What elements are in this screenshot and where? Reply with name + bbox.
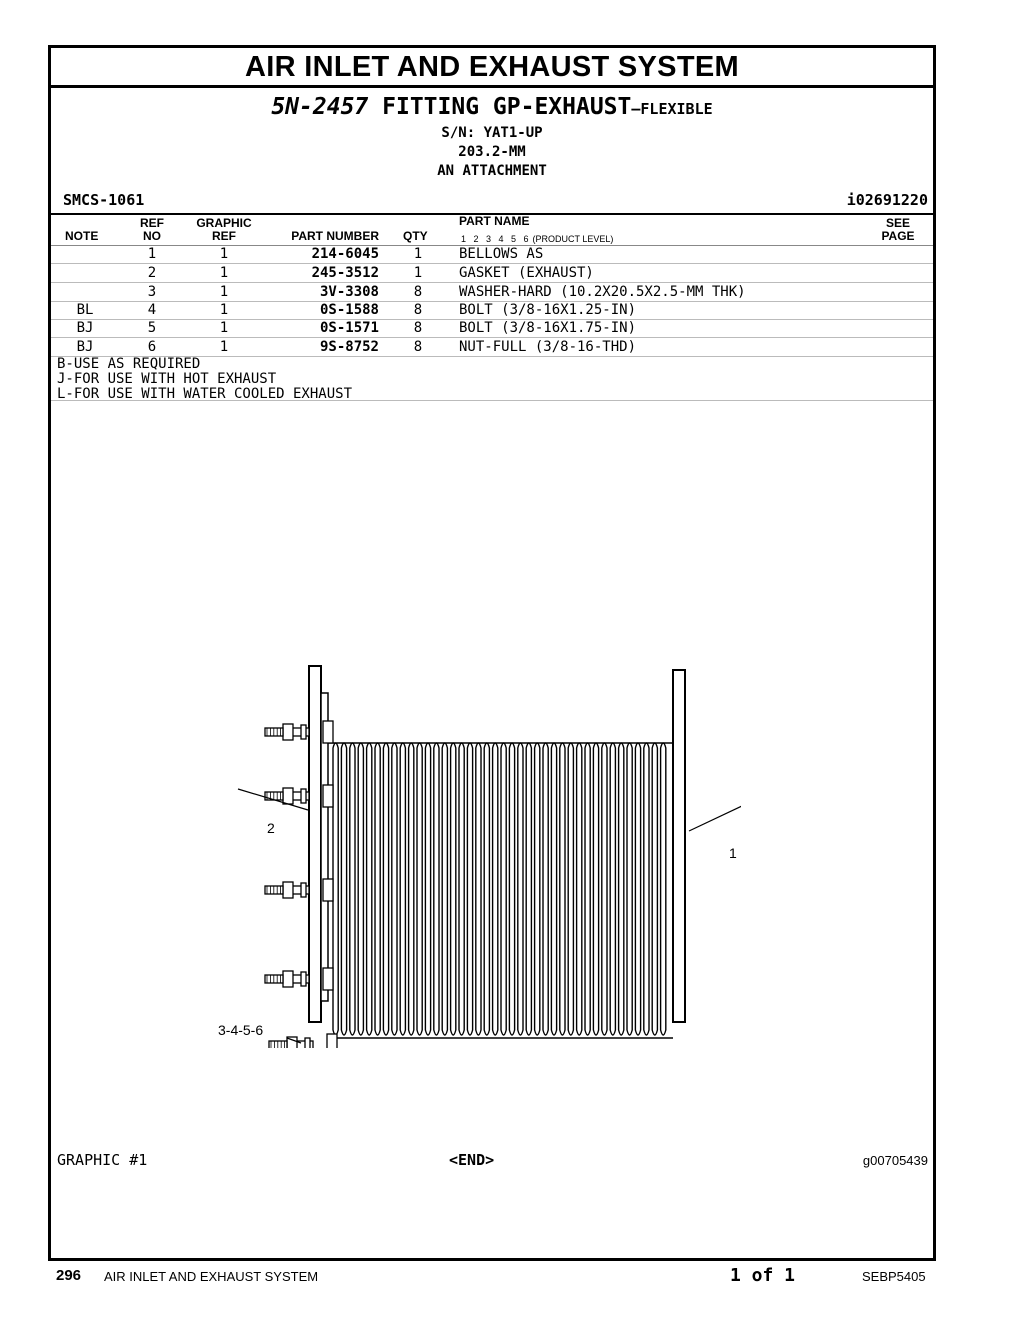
bellows-convolution: [593, 743, 598, 1035]
bellows-convolution: [442, 743, 447, 1035]
col-gref-top: GRAPHIC: [196, 216, 252, 230]
washer: [301, 883, 306, 897]
row-part-name: NUT-FULL (3/8-16-THD): [459, 339, 637, 355]
page-count: 1 of 1: [730, 1265, 796, 1286]
level-numbers: 1 2 3 4 5 6: [461, 234, 529, 244]
row-graphic-ref: 1: [219, 265, 229, 281]
col-qty: QTY: [403, 229, 428, 243]
bolt: [269, 1034, 337, 1048]
row-note: BL: [76, 302, 94, 318]
row-part-name: GASKET (EXHAUST): [459, 265, 594, 281]
leader-line-1: [689, 805, 741, 831]
bellows-convolution: [535, 743, 540, 1035]
row-part-number: 0S-1588: [319, 302, 379, 318]
washer: [301, 789, 306, 803]
bellows-convolution: [610, 743, 615, 1035]
callout-2: 2: [267, 820, 275, 836]
bellows-convolution: [434, 743, 439, 1035]
row-graphic-ref: 1: [219, 284, 229, 300]
group-description: FITTING GP-EXHAUST: [382, 94, 632, 120]
bellows-convolution: [358, 743, 363, 1035]
nut: [283, 788, 293, 804]
bellows-convolution: [551, 743, 556, 1035]
row-qty: 1: [413, 265, 423, 281]
group-title: [51, 94, 933, 120]
col-ref-bottom: NO: [143, 229, 161, 243]
row-note: BJ: [76, 320, 94, 336]
bellows-convolution: [451, 743, 456, 1035]
footnote: B-USE AS REQUIRED: [57, 356, 201, 372]
smcs-code: SMCS-1061: [63, 191, 145, 209]
end-marker: <END>: [449, 1151, 495, 1169]
group-suffix: —FLEXIBLE: [631, 100, 713, 118]
washer: [301, 972, 306, 986]
inlet-flange: [309, 666, 321, 1022]
row-note: BJ: [76, 339, 94, 355]
col-gref-bottom: REF: [212, 229, 236, 243]
bellows-convolution: [635, 743, 640, 1035]
bellows-convolution: [383, 743, 388, 1035]
bellows-convolution: [644, 743, 649, 1035]
page-frame: [48, 45, 936, 1261]
bellows-convolution: [425, 743, 430, 1035]
footnote: L-FOR USE WITH WATER COOLED EXHAUST: [57, 386, 353, 402]
row-qty: 8: [413, 302, 423, 318]
bellows-convolution: [652, 743, 657, 1035]
bellows-illustration: [181, 648, 741, 1048]
bellows-convolution: [560, 743, 565, 1035]
row-qty: 8: [413, 320, 423, 336]
bellows-convolution: [585, 743, 590, 1035]
row-part-number: 0S-1571: [319, 320, 379, 336]
bellows-convolution: [400, 743, 405, 1035]
washer: [301, 725, 306, 739]
bellows-convolution: [627, 743, 632, 1035]
bellows-convolution: [501, 743, 506, 1035]
bellows-convolution: [518, 743, 523, 1035]
bolt-head: [327, 1034, 337, 1048]
bellows-convolution: [509, 743, 514, 1035]
outlet-flange: [673, 670, 685, 1022]
bellows-convolution: [577, 743, 582, 1035]
section-title: AIR INLET AND EXHAUST SYSTEM: [245, 51, 739, 83]
nut: [283, 882, 293, 898]
row-graphic-ref: 1: [219, 246, 229, 262]
col-part-name: PART NAME: [459, 214, 530, 228]
bolt: [265, 721, 333, 743]
bellows-convolution: [543, 743, 548, 1035]
nut: [283, 971, 293, 987]
bellows-convolution: [484, 743, 489, 1035]
row-ref: 2: [147, 265, 157, 281]
page-number: 296: [56, 1267, 82, 1284]
row-ref: 5: [147, 320, 157, 336]
row-part-name: BELLOWS AS: [459, 246, 544, 262]
callout-1: 1: [729, 845, 737, 861]
row-ref: 6: [147, 339, 157, 355]
bellows-convolution: [526, 743, 531, 1035]
serial-number: S/N: YAT1-UP: [441, 125, 543, 141]
row-part-name: BOLT (3/8-16X1.25-IN): [459, 302, 637, 318]
table-row: [51, 338, 933, 357]
col-part-number: PART NUMBER: [291, 229, 379, 243]
col-ref: [137, 217, 167, 243]
row-graphic-ref: 1: [219, 320, 229, 336]
bellows-convolution: [350, 743, 355, 1035]
col-see-page: [877, 217, 919, 243]
bellows-convolution: [392, 743, 397, 1035]
size-spec: 203.2-MM: [458, 144, 526, 160]
bellows-convolution: [467, 743, 472, 1035]
bellows-convolution: [409, 743, 414, 1035]
row-part-name: WASHER-HARD (10.2X20.5X2.5-MM THK): [459, 284, 746, 300]
row-qty: 1: [413, 246, 423, 262]
row-part-number: 3V-3308: [319, 284, 379, 300]
table-row: [51, 319, 933, 338]
row-ref: 4: [147, 302, 157, 318]
row-part-number: 9S-8752: [319, 339, 379, 355]
col-note: NOTE: [65, 229, 99, 243]
bellows-convolution: [333, 743, 338, 1035]
bolt: [265, 879, 333, 901]
row-graphic-ref: 1: [219, 339, 229, 355]
bellows-convolution: [661, 743, 666, 1035]
document-id: i02691220: [846, 191, 928, 209]
bellows-convolution: [602, 743, 607, 1035]
bellows-convolution: [375, 743, 380, 1035]
nut: [283, 724, 293, 740]
bellows-convolution: [417, 743, 422, 1035]
publication-id: SEBP5405: [862, 1269, 926, 1284]
notes-divider: [51, 400, 933, 401]
row-graphic-ref: 1: [219, 302, 229, 318]
bellows-body: [328, 743, 673, 1038]
row-part-number: 245-3512: [311, 265, 379, 281]
bolt-head: [323, 879, 333, 901]
bellows-convolution: [568, 743, 573, 1035]
group-part-number: 5N-2457: [271, 94, 369, 120]
table-row: [51, 283, 933, 302]
product-level-label: (PRODUCT LEVEL): [532, 234, 614, 244]
table-row: [51, 301, 933, 320]
bolt-head: [323, 968, 333, 990]
row-qty: 8: [413, 339, 423, 355]
bellows-convolution: [367, 743, 372, 1035]
row-ref: 3: [147, 284, 157, 300]
title-divider: [51, 85, 933, 88]
col-graphic-ref: [193, 217, 255, 243]
row-part-number: 214-6045: [311, 246, 379, 262]
bolt-head: [323, 721, 333, 743]
attachment-label: AN ATTACHMENT: [437, 163, 547, 179]
product-levels: [461, 234, 613, 244]
bolt: [265, 785, 333, 807]
graphic-label: GRAPHIC #1: [57, 1151, 148, 1169]
row-qty: 8: [413, 284, 423, 300]
bolt: [265, 968, 333, 990]
bellows-convolution: [619, 743, 624, 1035]
col-ref-top: REF: [140, 216, 164, 230]
table-row: [51, 264, 933, 283]
footer-section-title: AIR INLET AND EXHAUST SYSTEM: [104, 1269, 319, 1284]
bellows-convolution: [341, 743, 346, 1035]
row-ref: 1: [147, 246, 157, 262]
bellows-convolution: [476, 743, 481, 1035]
washer: [305, 1038, 310, 1048]
col-see-bottom: PAGE: [881, 229, 915, 243]
graphic-id: g00705439: [862, 1153, 928, 1168]
bolt-head: [323, 785, 333, 807]
table-row: [51, 245, 933, 264]
footnote: J-FOR USE WITH HOT EXHAUST: [57, 371, 277, 387]
bellows-convolution: [459, 743, 464, 1035]
col-see-top: SEE: [885, 216, 910, 230]
row-part-name: BOLT (3/8-16X1.75-IN): [459, 320, 637, 336]
bellows-convolution: [493, 743, 498, 1035]
callout-3456: 3-4-5-6: [218, 1022, 264, 1038]
